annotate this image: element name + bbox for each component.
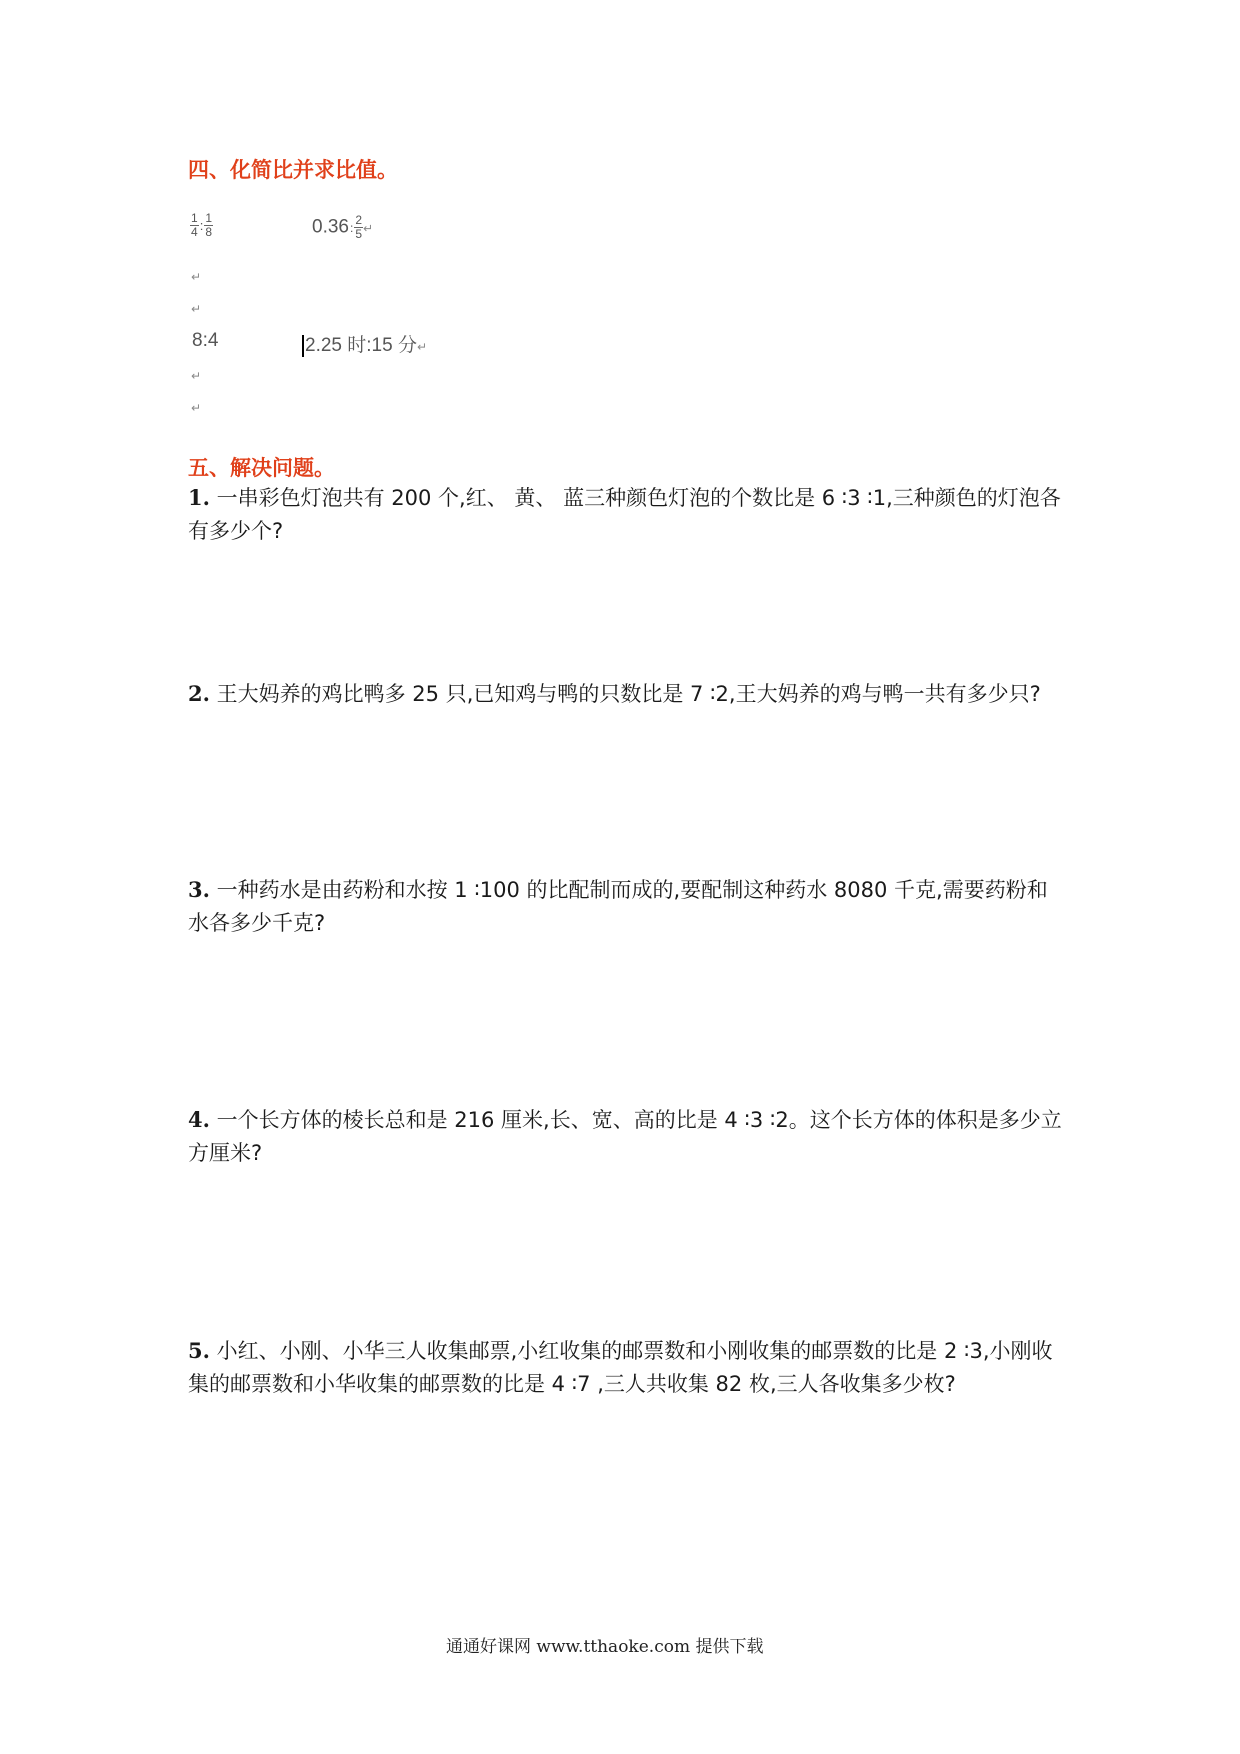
ratio-item-time [302,330,427,357]
fraction-numerator: 1 [205,211,212,225]
question-5 [188,1334,1068,1401]
question-number: 1. [188,485,210,510]
text-cursor [302,335,304,357]
question-text: 小红、小刚、小华三人收集邮票,小红收集的邮票数和小刚收集的邮票数的比是 2 ∶3,小刚收集的邮票数和小华收集的邮票数的比是 4 ∶7 ,三人共收集 82 枚,三人各收集多少枚? [188,1339,1053,1396]
paragraph-mark: ↵ [191,270,202,284]
fraction-denominator: 4 [191,225,198,239]
question-3 [188,873,1068,940]
ratio-separator: : [199,218,204,233]
paragraph-mark: ↵ [191,369,202,383]
ratio-separator: : [349,220,354,235]
fraction-denominator: 8 [205,225,212,239]
question-number: 3. [188,877,210,902]
footer-source: 通通好课网 www.tthaoke.com 提供下载 [446,1637,764,1657]
question-text: 一串彩色灯泡共有 200 个,红、 黄、 蓝三种颜色灯泡的个数比是 6 ∶3 ∶1,三种颜色的灯泡各有多少个? [188,486,1061,543]
question-text: 一种药水是由药粉和水按 1 ∶100 的比配制而成的,要配制这种药水 8080 千克,需要药粉和水各多少千克? [188,878,1048,935]
fraction-one-quarter [190,212,199,239]
paragraph-mark: ↵ [191,302,202,316]
question-1 [188,481,1068,548]
question-2 [188,677,1068,711]
fraction-two-fifths [354,214,363,241]
fraction-numerator: 1 [191,211,198,225]
ratio-item-integers: 8:4 [192,330,219,351]
question-number: 4. [188,1107,210,1132]
time-ratio-text: 2.25 时:15 分 [305,335,417,356]
question-text: 一个长方体的棱长总和是 216 厘米,长、宽、高的比是 4 ∶3 ∶2。这个长方体的体积是多少立方厘米? [188,1108,1062,1165]
paragraph-mark: ↵ [363,221,374,236]
section5-title: 五、解决问题。 [188,456,335,480]
ratio-item-decimal-fraction [312,214,373,241]
question-number: 5. [188,1338,210,1363]
ratio-item-fractions [190,212,213,239]
fraction-denominator: 5 [355,227,363,241]
paragraph-mark: ↵ [416,340,428,354]
fraction-numerator: 2 [355,213,363,227]
fraction-one-eighth [204,212,213,239]
paragraph-mark: ↵ [191,401,202,415]
section4-title: 四、化简比并求比值。 [188,158,398,182]
question-number: 2. [188,681,210,706]
decimal-value: 0.36 [312,216,349,238]
question-4 [188,1103,1068,1170]
question-text: 王大妈养的鸡比鸭多 25 只,已知鸡与鸭的只数比是 7 ∶2,王大妈养的鸡与鸭一共有多少只? [216,682,1041,706]
